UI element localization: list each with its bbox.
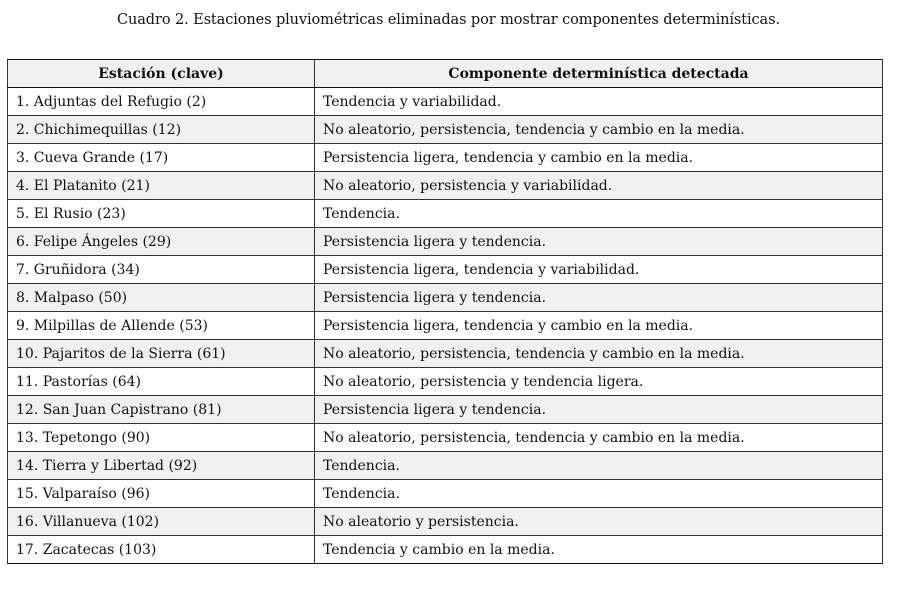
component-cell: Tendencia. <box>315 480 883 508</box>
component-cell: No aleatorio y persistencia. <box>315 508 883 536</box>
table-row <box>8 340 883 368</box>
column-header-station: Estación (clave) <box>8 60 315 88</box>
stations-table <box>7 59 883 564</box>
table-row <box>8 452 883 480</box>
station-cell: 17. Zacatecas (103) <box>8 536 315 564</box>
station-cell: 12. San Juan Capistrano (81) <box>8 396 315 424</box>
table-row <box>8 396 883 424</box>
component-cell: Persistencia ligera, tendencia y cambio en la media. <box>315 312 883 340</box>
component-cell: Persistencia ligera, tendencia y variabilidad. <box>315 256 883 284</box>
table-row <box>8 508 883 536</box>
component-cell: No aleatorio, persistencia y variabilidad. <box>315 172 883 200</box>
table-row <box>8 88 883 116</box>
table-row <box>8 172 883 200</box>
station-cell: 14. Tierra y Libertad (92) <box>8 452 315 480</box>
table-row <box>8 116 883 144</box>
component-cell: Persistencia ligera y tendencia. <box>315 228 883 256</box>
table-row <box>8 284 883 312</box>
component-cell: Tendencia. <box>315 200 883 228</box>
component-cell: No aleatorio, persistencia y tendencia ligera. <box>315 368 883 396</box>
table-row <box>8 144 883 172</box>
station-cell: 15. Valparaíso (96) <box>8 480 315 508</box>
column-header-component: Componente determinística detectada <box>315 60 883 88</box>
station-cell: 8. Malpaso (50) <box>8 284 315 312</box>
component-cell: Persistencia ligera y tendencia. <box>315 284 883 312</box>
station-cell: 2. Chichimequillas (12) <box>8 116 315 144</box>
station-cell: 1. Adjuntas del Refugio (2) <box>8 88 315 116</box>
table-row <box>8 200 883 228</box>
table-row <box>8 480 883 508</box>
component-cell: No aleatorio, persistencia, tendencia y cambio en la media. <box>315 340 883 368</box>
component-cell: Persistencia ligera y tendencia. <box>315 396 883 424</box>
component-cell: Tendencia y cambio en la media. <box>315 536 883 564</box>
table-row <box>8 536 883 564</box>
table-row <box>8 368 883 396</box>
station-cell: 4. El Platanito (21) <box>8 172 315 200</box>
station-cell: 11. Pastorías (64) <box>8 368 315 396</box>
table-caption: Cuadro 2. Estaciones pluviométricas eliminadas por mostrar componentes determinísticas. <box>117 12 780 28</box>
station-cell: 13. Tepetongo (90) <box>8 424 315 452</box>
component-cell: Tendencia y variabilidad. <box>315 88 883 116</box>
table-row <box>8 256 883 284</box>
table-row <box>8 424 883 452</box>
station-cell: 9. Milpillas de Allende (53) <box>8 312 315 340</box>
component-cell: No aleatorio, persistencia, tendencia y cambio en la media. <box>315 424 883 452</box>
component-cell: Tendencia. <box>315 452 883 480</box>
station-cell: 5. El Rusio (23) <box>8 200 315 228</box>
table-header-row <box>8 60 883 88</box>
station-cell: 6. Felipe Ángeles (29) <box>8 228 315 256</box>
table-row <box>8 312 883 340</box>
station-cell: 7. Gruñidora (34) <box>8 256 315 284</box>
station-cell: 3. Cueva Grande (17) <box>8 144 315 172</box>
table-row <box>8 228 883 256</box>
station-cell: 10. Pajaritos de la Sierra (61) <box>8 340 315 368</box>
component-cell: No aleatorio, persistencia, tendencia y cambio en la media. <box>315 116 883 144</box>
station-cell: 16. Villanueva (102) <box>8 508 315 536</box>
component-cell: Persistencia ligera, tendencia y cambio en la media. <box>315 144 883 172</box>
